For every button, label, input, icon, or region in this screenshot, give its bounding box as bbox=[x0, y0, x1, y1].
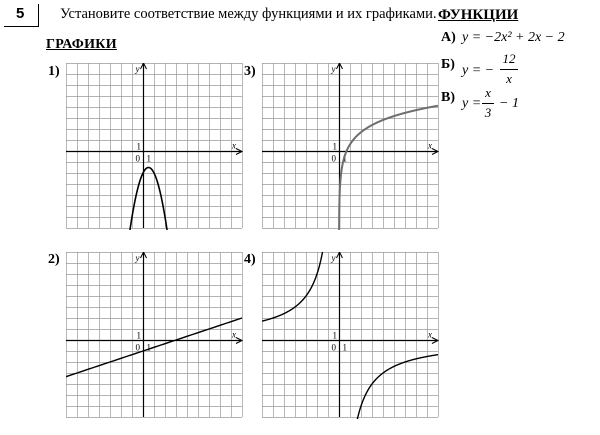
hyperbola-branch-right bbox=[353, 355, 438, 419]
x-axis-label: x bbox=[232, 140, 236, 151]
graph-panel-1 bbox=[66, 63, 244, 230]
y-axis-label: y bbox=[135, 253, 140, 263]
graph-panel-4 bbox=[262, 252, 440, 419]
x-axis-label: x bbox=[428, 140, 432, 151]
task-number-box bbox=[4, 4, 39, 27]
graph-label-4: 4) bbox=[244, 252, 256, 267]
graph-panel-3 bbox=[262, 63, 440, 230]
function-formula-a: y = −2x² + 2x − 2 bbox=[462, 30, 565, 45]
task-instruction: Установите соответствие между функциями и их графиками. bbox=[60, 6, 437, 22]
graph-label-1: 1) bbox=[48, 64, 60, 79]
function-prefix-b: y = − bbox=[462, 63, 495, 78]
root-curve bbox=[339, 106, 438, 230]
fraction-bar-b bbox=[500, 69, 518, 70]
y-axis-label: y bbox=[331, 64, 336, 74]
origin-label: 0 bbox=[135, 153, 140, 164]
graphs-heading: ГРАФИКИ bbox=[46, 37, 117, 52]
x-unit-label: 1 bbox=[342, 342, 347, 353]
y-unit-label: 1 bbox=[332, 141, 337, 152]
function-prefix-v: y = bbox=[462, 96, 482, 111]
graph-label-3: 3) bbox=[244, 64, 256, 79]
grid bbox=[262, 252, 439, 418]
grid bbox=[66, 63, 243, 229]
function-numerator-b: 12 bbox=[502, 51, 516, 66]
y-axis-label: y bbox=[331, 253, 336, 263]
function-suffix-v: − 1 bbox=[499, 96, 519, 111]
function-label-v: В) bbox=[441, 90, 455, 105]
y-unit-label: 1 bbox=[136, 330, 141, 341]
function-label-a: А) bbox=[441, 30, 456, 45]
origin-label: 0 bbox=[331, 342, 336, 353]
origin-label: 0 bbox=[331, 153, 336, 164]
x-axis-label: x bbox=[428, 329, 432, 340]
function-label-b: Б) bbox=[441, 57, 455, 72]
y-unit-label: 1 bbox=[332, 330, 337, 341]
function-numerator-v: x bbox=[485, 85, 491, 100]
hyperbola-branch-left bbox=[262, 252, 325, 321]
task-number: 5 bbox=[16, 5, 25, 22]
x-axis-label: x bbox=[232, 329, 236, 340]
functions-heading: ФУНКЦИИ bbox=[438, 7, 519, 23]
function-denominator-v: 3 bbox=[484, 105, 492, 120]
origin-label: 0 bbox=[135, 342, 140, 353]
x-unit-label: 1 bbox=[146, 153, 151, 164]
graph-panel-2 bbox=[66, 252, 244, 419]
line-curve bbox=[66, 318, 242, 377]
grid bbox=[66, 252, 243, 418]
y-unit-label: 1 bbox=[136, 141, 141, 152]
x-unit-label: 1 bbox=[342, 153, 347, 164]
graph-label-2: 2) bbox=[48, 252, 60, 267]
function-denominator-b: x bbox=[506, 71, 512, 86]
fraction-bar-v bbox=[482, 103, 494, 104]
parabola-curve bbox=[127, 168, 171, 231]
x-unit-label: 1 bbox=[146, 342, 151, 353]
y-axis-label: y bbox=[135, 64, 140, 74]
